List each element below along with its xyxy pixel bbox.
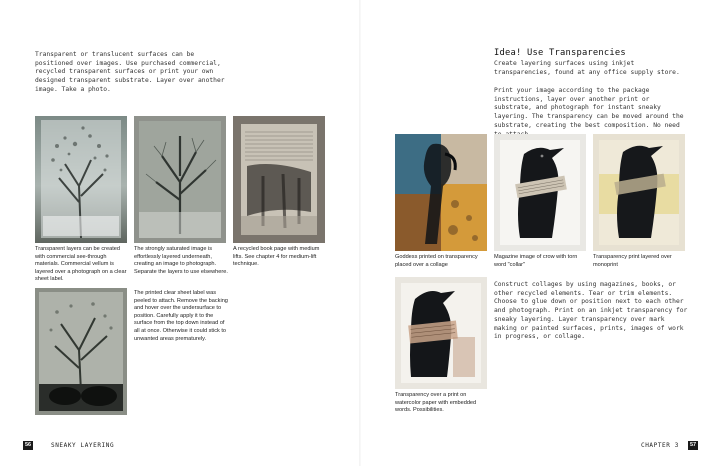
- photo-goddess-collage: [395, 134, 487, 251]
- left-running-head: SNEAKY LAYERING: [51, 442, 115, 449]
- photo-crow-collar: [494, 134, 586, 251]
- left-page-number: 56: [24, 442, 32, 448]
- photo-clear-sheet-label: [35, 288, 127, 415]
- caption-saturated-tree: The strongly saturated image is effortlessly layered underneath, creating an image to photograph. Separate the layers to use elsewhere.: [134, 246, 228, 275]
- photo-transparency-monoprint: [593, 134, 685, 251]
- sidebar-paragraph-1: Create layering surfaces using inkjet transparencies, found at any office supply store.: [494, 60, 680, 76]
- caption-clear-sheet-label: The printed clear sheet label was peeled to attach. Remove the backing and hover over the undersurface to position. Carefully apply it to the surface from the top down instead of all at once. Otherwise it could stick to unwanted areas prematurely.: [134, 290, 228, 342]
- right-running-head: CHAPTER 3: [641, 442, 679, 449]
- caption-crow-watercolor: Transparency over a print on watercolor paper with embedded words. Possibilities.: [395, 392, 477, 414]
- sidebar-paragraph-3: Construct collages by using magazines, books, or other recycled elements. Tear or trim elements. Choose to glue down or position next to each other and photograph. Print on an inkjet transparency for sneaky layering. Layer transparency over mark making or painted surfaces, prints, images of work in progress, or collage.: [494, 281, 688, 341]
- photo-vellum-tree: [35, 116, 127, 243]
- right-page-number: 57: [689, 442, 697, 448]
- left-intro-paragraph: Transparent or translucent surfaces can be positioned over images. Use purchased commercial, recycled transparent surfaces or print your own designed transparent substrate. Layer over another image. Take a photo.: [35, 51, 225, 93]
- caption-goddess-collage: Goddess printed on transparency placed over a collage: [395, 254, 478, 268]
- sidebar-title: Idea! Use Transparencies: [494, 48, 626, 58]
- caption-recycled-book-page: A recycled book page with medium lifts. See chapter 4 for medium-lift technique.: [233, 246, 320, 268]
- caption-crow-collar: Magazine image of crow with torn word "collar": [494, 254, 578, 268]
- photo-recycled-book-page: [233, 116, 325, 243]
- caption-transparency-monoprint: Transparency print layered over monoprint: [593, 254, 672, 268]
- photo-crow-watercolor: [395, 277, 487, 389]
- photo-saturated-tree: [134, 116, 226, 243]
- book-gutter: [359, 0, 361, 466]
- caption-vellum-tree: Transparent layers can be created with commercial see-through materials. Commercial vellum is layered over a photograph on a clear sheet label.: [35, 246, 127, 283]
- sidebar-paragraph-2: Print your image according to the package instructions, layer over another print or substrate, and photograph for instant sneaky layering. The transparency can be moved around the substrate, creating the best composition. No need: [494, 87, 684, 129]
